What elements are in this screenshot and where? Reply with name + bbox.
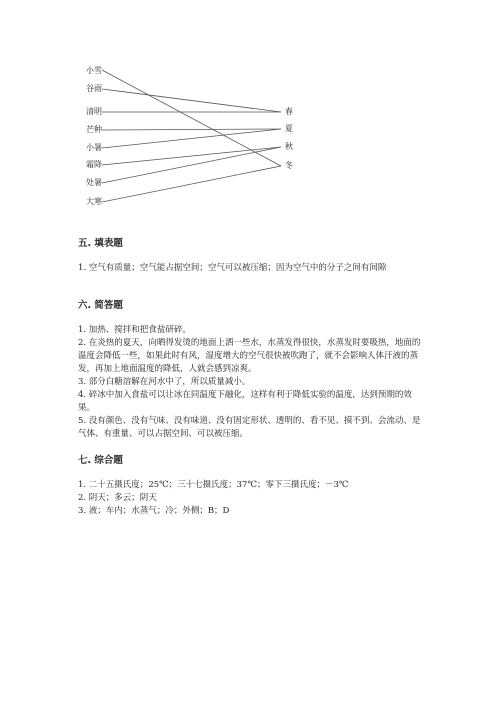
left-item-guyu: 谷雨 xyxy=(86,84,102,93)
line-xiaoshu-xia xyxy=(102,129,281,148)
line-shuangjiang-qiu xyxy=(102,147,281,165)
left-item-dahan: 大寒 xyxy=(86,197,102,206)
line-chushu-qiu xyxy=(102,147,281,183)
answer-item: 5. 没有颜色、没有气味、没有味道、没有固定形状、透明的、看不见、摸不到、会流动、是气体、有重量、可以占据空间、可以被压缩。 xyxy=(78,416,421,439)
section-comprehensive xyxy=(78,455,428,518)
answer-text: 1. 空气有质量；空气能占据空间；空气可以被压缩；因为空气中的分子之间有间隙 xyxy=(78,263,387,273)
matching-diagram xyxy=(78,62,318,212)
answer-item: 3. 部分白糖溶解在河水中了，所以质量减小。 xyxy=(78,377,251,387)
answer-item: 2. 阴天；多云；阴天 xyxy=(78,493,157,503)
section-fill-table xyxy=(78,238,428,275)
line-mangzhong-xia xyxy=(102,129,281,130)
answer-item: 2. 在炎热的夏天，向晒得发烫的地面上洒一些水，水蒸发得很快，水蒸发时要吸热，地面的温度会降低一些，如果此时有风，湿度增大的空气很快被吹跑了，就不会影响人体汗液的蒸发，再加上地面温度的降低，人就会感到凉爽。 xyxy=(78,338,421,374)
answer-item: 3. 液；车内；水蒸气；冷；外侧；B；D xyxy=(78,506,230,516)
answer-item: 4. 碎冰中加入食盐可以让冰在同温度下融化，这样有利于降低实验的温度，达到预期的效果。 xyxy=(78,390,412,413)
answer-item: 1. 加热、搅拌和把食盐研碎。 xyxy=(78,325,191,335)
section-heading: 七. 综合题 xyxy=(78,455,123,466)
left-item-shuangjiang: 霜降 xyxy=(86,160,102,169)
right-item-qiu: 秋 xyxy=(285,142,293,151)
line-xiaoxue-dong xyxy=(102,70,281,166)
section-short-answer xyxy=(78,300,428,441)
line-dahan-dong xyxy=(102,166,281,202)
left-item-xiaoxue: 小雪 xyxy=(86,66,102,75)
left-item-xiaoshu: 小暑 xyxy=(86,143,102,152)
right-item-xia: 夏 xyxy=(285,124,293,133)
matching-lines xyxy=(78,62,318,212)
left-item-chushu: 处暑 xyxy=(86,178,102,187)
line-guyu-chun xyxy=(102,89,281,112)
section-heading: 六. 简答题 xyxy=(78,300,123,311)
left-item-mangzhong: 芒种 xyxy=(86,125,102,134)
right-item-dong: 冬 xyxy=(285,161,293,170)
section-heading: 五. 填表题 xyxy=(78,238,123,249)
left-item-qingming: 清明 xyxy=(86,107,102,116)
right-item-chun: 春 xyxy=(285,107,293,116)
answer-item: 1. 二十五摄氏度；25℃；三十七摄氏度；37℃；零下三摄氏度；－3℃ xyxy=(78,480,349,490)
